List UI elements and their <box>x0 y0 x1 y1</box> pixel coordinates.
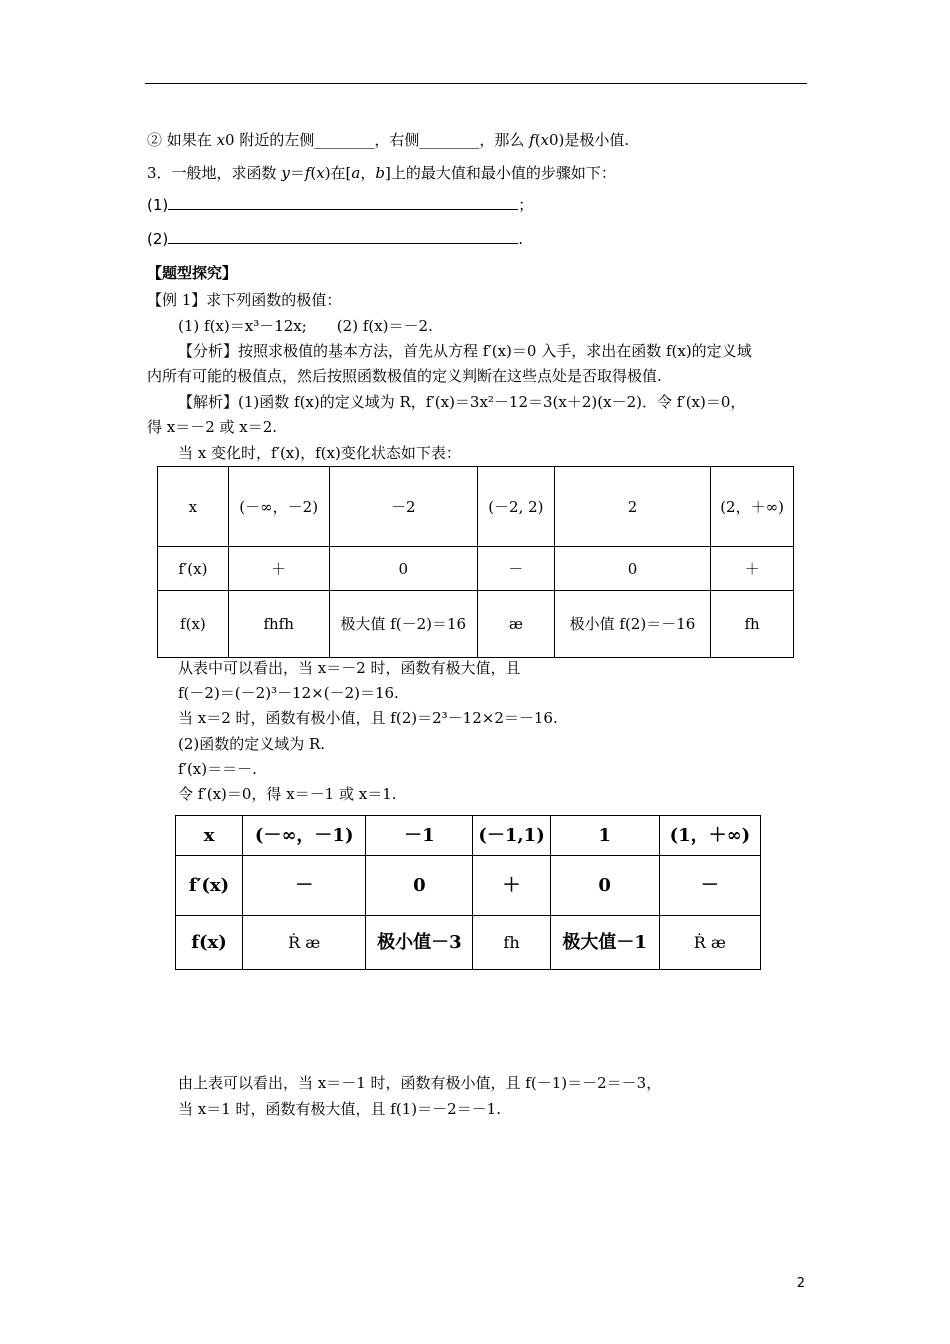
table-cell: 2 <box>554 467 710 547</box>
conclusion-line-1: 由上表可以看出，当 x＝－1 时，函数有极小值，且 f(－1)＝－2＝－3， <box>178 1074 662 1092</box>
after-table-1-line-2: f(－2)＝(－2)³－12×(－2)＝16. <box>178 684 399 702</box>
table-cell: (－2, 2) <box>477 467 554 547</box>
step-1-line: (1) ； <box>147 196 534 214</box>
table-cell: f′(x) <box>176 856 243 916</box>
page-number: 2 <box>796 1276 805 1291</box>
part-2-line-2: f′(x)＝＝－. <box>178 760 257 778</box>
example-1-questions: (1) f(x)＝x³－12x; (2) f(x)＝－2. <box>178 317 433 335</box>
table-cell: 极大值－1 <box>550 916 659 970</box>
table-cell: － <box>659 856 760 916</box>
table-cell: x <box>158 467 229 547</box>
table-cell: Ṙ æ <box>659 916 760 970</box>
table-cell: 0 <box>550 856 659 916</box>
table-cell: fh <box>711 591 794 658</box>
table-cell: 极小值－3 <box>366 916 473 970</box>
table-cell: fh <box>473 916 550 970</box>
variation-table-1 <box>157 466 794 658</box>
table-cell: f(x) <box>158 591 229 658</box>
table-cell: 0 <box>329 547 477 591</box>
table-cell: ＋ <box>711 547 794 591</box>
solution-line-2: 得 x＝－2 或 x＝2. <box>147 418 278 436</box>
table-cell: x <box>176 816 243 856</box>
table-cell: f′(x) <box>158 547 229 591</box>
table-cell: (－∞，－1) <box>243 816 366 856</box>
table-cell: －2 <box>329 467 477 547</box>
table-row <box>176 916 761 970</box>
example-1-title: 【例 1】求下列函数的极值： <box>147 291 342 309</box>
table-cell: 0 <box>366 856 473 916</box>
table-cell: Ṙ æ <box>243 916 366 970</box>
text-line-left-right-condition: ② 如果在 x0 附近的左侧________，右侧________，那么 f(x0)是极小值. <box>147 131 630 149</box>
table-row <box>176 816 761 856</box>
section-heading: 【题型探究】 <box>147 264 238 282</box>
table-cell: － <box>477 547 554 591</box>
table-cell: æ <box>477 591 554 658</box>
part-2-line-3: 令 f′(x)＝0，得 x＝－1 或 x＝1. <box>178 785 397 803</box>
table-row <box>158 467 794 547</box>
after-table-1-line-3: 当 x＝2 时，函数有极小值，且 f(2)＝2³－12×2＝－16. <box>178 709 558 727</box>
variation-table-2 <box>175 815 761 970</box>
table-cell: ＋ <box>228 547 329 591</box>
text-line-max-min-steps: 3．一般地，求函数 y＝f(x)在[a，b]上的最大值和最小值的步骤如下： <box>147 164 616 182</box>
table-cell: (－∞，－2) <box>228 467 329 547</box>
table-row <box>176 856 761 916</box>
table-cell: －1 <box>366 816 473 856</box>
table-cell: 极大值 f(－2)＝16 <box>329 591 477 658</box>
table-cell: ＋ <box>473 856 550 916</box>
header-rule <box>145 83 807 84</box>
table-cell: － <box>243 856 366 916</box>
table-cell: 极小值 f(2)＝－16 <box>554 591 710 658</box>
part-2-line-1: (2)函数的定义域为 R. <box>178 735 326 753</box>
step-2-blank <box>168 229 518 244</box>
step-1-blank <box>168 195 518 210</box>
table-cell: (－1,1) <box>473 816 550 856</box>
analysis-line-1: 【分析】按照求极值的基本方法，首先从方程 f′(x)＝0 入手，求出在函数 f(x)的定义域 <box>178 342 752 360</box>
table-row <box>158 547 794 591</box>
table-cell: (2，＋∞) <box>711 467 794 547</box>
table-cell: (1，＋∞) <box>659 816 760 856</box>
conclusion-line-2: 当 x＝1 时，函数有极大值，且 f(1)＝－2＝－1. <box>178 1100 501 1118</box>
step-2-line: (2) . <box>147 230 524 248</box>
table-cell: 1 <box>550 816 659 856</box>
table-cell: fhfh <box>228 591 329 658</box>
solution-line-1: 【解析】(1)函数 f(x)的定义域为 R，f′(x)＝3x²－12＝3(x＋2)(x－2)．令 f′(x)＝0， <box>178 393 746 411</box>
solution-line-3: 当 x 变化时，f′(x)，f(x)变化状态如下表： <box>178 444 461 462</box>
after-table-1-line-1: 从表中可以看出，当 x＝－2 时，函数有极大值，且 <box>178 659 521 677</box>
table-row <box>158 591 794 658</box>
table-cell: 0 <box>554 547 710 591</box>
table-cell: f(x) <box>176 916 243 970</box>
analysis-line-2: 内所有可能的极值点，然后按照函数极值的定义判断在这些点处是否取得极值. <box>147 367 662 385</box>
